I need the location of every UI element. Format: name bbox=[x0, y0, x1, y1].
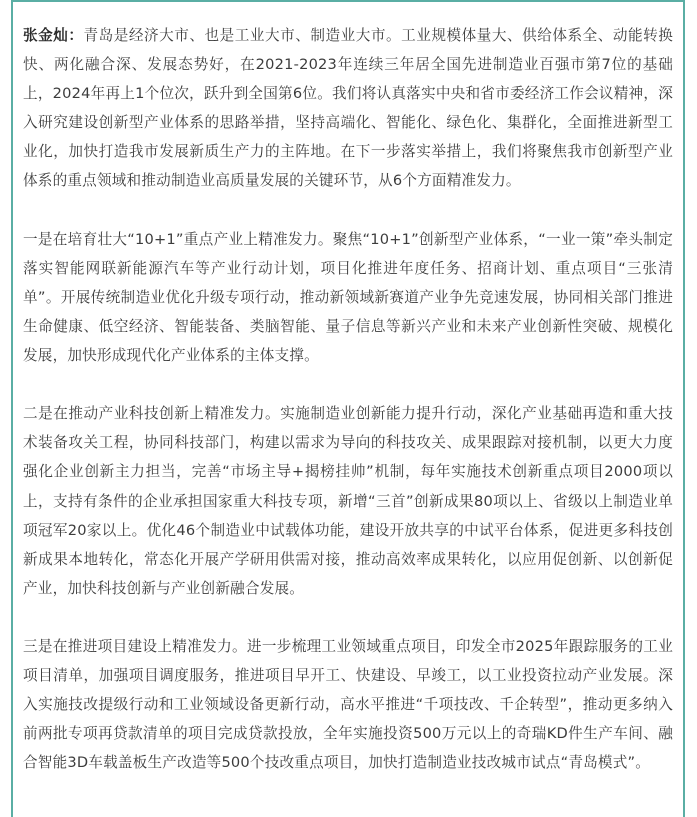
speaker-separator: ： bbox=[68, 27, 84, 44]
article-body bbox=[13, 2, 683, 777]
speaker-name: 张金灿 bbox=[23, 27, 69, 44]
paragraph-intro bbox=[23, 21, 673, 196]
paragraph-intro-text: 青岛是经济大市、也是工业大市、制造业大市。工业规模体量大、供给体系全、动能转换快、两化融合深、发展态势好，在2021-2023年连续三年居全国先进制造业百强市第7位的基础上，2024年再上1个位次，跃升到全国第6位。我们将认真落实中央和省市委经济工作会议精神，深入研究建设创新型产业体系的思路举措，坚持高端化、智能化、绿色化、集群化，全面推进新型工业化，加快打造我市发展新质生产力的主阵地。在下一步落实举措上，我们将聚焦我市创新型产业体系的重点领域和推动制造业高质量发展的关键环节，从6个方面精准发力。 bbox=[23, 27, 673, 190]
paragraph-point-2: 二是在推动产业科技创新上精准发力。实施制造业创新能力提升行动，深化产业基础再造和重大技术装备攻关工程，协同科技部门，构建以需求为导向的科技攻关、成果跟踪对接机制，以更大力度强化企业创新主力担当，完善“市场主导+揭榜挂帅”机制，每年实施技术创新重点项目2000项以上，支持有条件的企业承担国家重大科技专项，新增“三首”创新成果80项以上、省级以上制造业单项冠军20家以上。优化46个制造业中试载体功能，建设开放共享的中试平台体系，促进更多科技创新成果本地转化，常态化开展产学研用供需对接，推动高效率成果转化，以应用促创新、以创新促产业，加快科技创新与产业创新融合发展。 bbox=[23, 405, 673, 597]
paragraph-point-3: 三是在推进项目建设上精准发力。进一步梳理工业领域重点项目，印发全市2025年跟踪服务的工业项目清单，加强项目调度服务，推进项目早开工、快建设、早竣工，以工业投资拉动产业发展。深入实施技改提级行动和工业领域设备更新行动，高水平推进“千项技改、千企转型”，推动更多纳入前两批专项再贷款清单的项目完成贷款投放，全年实施投资500万元以上的奇瑞KD件生产车间、融合智能3D车载盖板生产改造等500个技改重点项目，加快打造制造业技改城市试点“青岛模式”。 bbox=[23, 637, 673, 772]
article-frame bbox=[11, 0, 685, 817]
paragraph-point-1: 一是在培育壮大“10+1”重点产业上精准发力。聚焦“10+1”创新型产业体系，“一业一策”牵头制定落实智能网联新能源汽车等产业行动计划，项目化推进年度任务、招商计划、重点项目“三张清单”。开展传统制造业优化升级专项行动，推动新领域新赛道产业争先竞速发展，协同相关部门推进生命健康、低空经济、智能装备、类脑智能、量子信息等新兴产业和未来产业创新性突破、规模化发展，加快形成现代化产业体系的主体支撑。 bbox=[23, 230, 673, 365]
